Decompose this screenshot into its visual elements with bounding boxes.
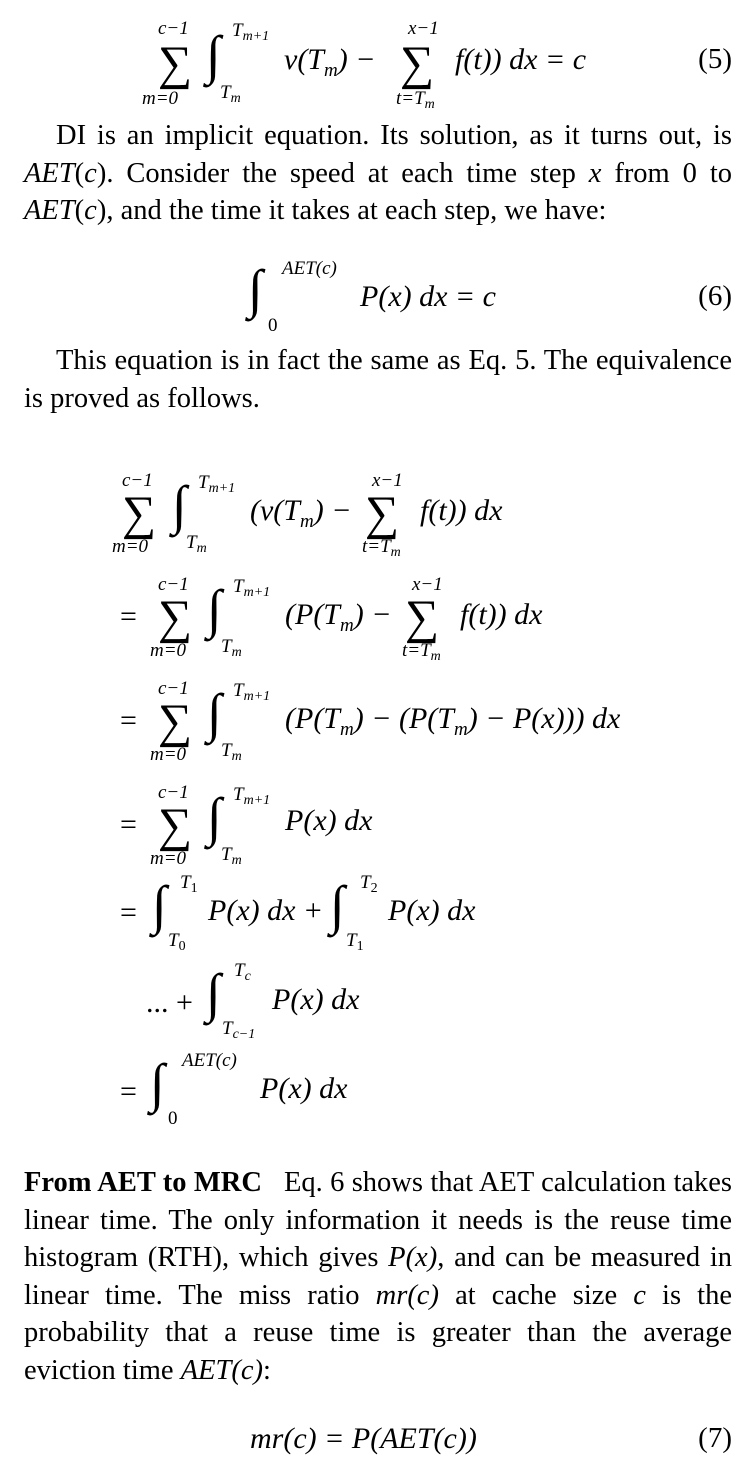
integral-upper-limit: $T_1$ [180,872,198,896]
integral-upper-limit: $T_{m+1}$ [233,680,271,704]
integral-lower-limit: $T_m$ [221,844,242,868]
equals-sign: = [120,600,137,633]
proof-line-1-tail: f(t)) dx [420,494,503,527]
summation-symbol: ∑ [122,487,157,540]
integral-lower-limit: $T_m$ [220,82,241,106]
proof-line-2-tail: f(t)) dx [460,598,543,631]
inner-sum-lower: $t=T_m$ [362,536,401,560]
integral-symbol: ∫ [207,683,222,743]
integral-lower-limit: $T_0$ [168,930,186,954]
integral-upper-limit: $T_c$ [234,960,251,984]
integral-lower-limit: $T_m$ [221,636,242,660]
integral-symbol: ∫ [207,787,222,847]
summation-symbol: ∑ [158,695,193,748]
equals-sign: = [120,1075,137,1108]
proof-line-6-body: P(x) dx [272,983,360,1016]
integral-symbol: ∫ [206,963,221,1023]
integral-upper-limit: AET(c) [282,258,337,279]
sum-upper-limit: c−1 [158,18,189,39]
integral-lower-limit: 0 [168,1108,178,1129]
integral-upper-limit: $T_2$ [360,872,378,896]
sum-lower-limit: m=0 [150,640,187,661]
equation-number-7: (7) [698,1422,732,1454]
equation-number-5: (5) [698,43,732,75]
equation-7-body: mr(c) = P(AET(c)) [250,1422,477,1455]
summation-symbol: ∑ [158,37,193,90]
proof-line-4-body: P(x) dx [285,804,373,837]
equation-5-body: $v(T_m)$ − [284,43,376,81]
summation-symbol: ∑ [158,591,193,644]
sum-lower-limit: m=0 [112,536,149,557]
sum-upper-limit: c−1 [122,470,153,491]
sum-lower-limit: m=0 [142,88,179,109]
section-heading: From AET to MRC [24,1167,262,1198]
inner-summation-symbol: ∑ [400,37,435,90]
inner-summation-symbol: ∑ [365,487,400,540]
equation-number-6: (6) [698,280,732,312]
proof-line-2-body: ($P(T_m)$ − [285,598,392,636]
integral-lower-limit: $T_m$ [186,532,207,556]
integral-upper-limit: AET(c) [182,1050,237,1071]
sum-lower-limit: m=0 [150,848,187,869]
integral-lower-limit: $T_m$ [221,740,242,764]
equals-sign: = [120,704,137,737]
equals-sign: = [120,808,137,841]
proof-line-5-body-a: P(x) dx + [208,894,324,927]
integral-upper-limit: $T_{m+1}$ [233,576,271,600]
integral-symbol: ∫ [206,25,221,85]
equation-6-body: P(x) dx = c [360,280,496,313]
paragraph-implicit-equation: DI is an implicit equation. Its solution, as it turns out, is AET(c). Consider the speed at each time step x from 0 to AET(c), and the time it takes at each step, we have: [24,120,732,226]
integral-symbol: ∫ [248,259,263,319]
equation-5-tail: f(t)) dx = c [455,43,587,76]
integral-symbol: ∫ [172,475,187,535]
inner-sum-lower: $t=T_m$ [402,640,441,664]
integral-lower-limit: $T_1$ [346,930,364,954]
summation-symbol: ∑ [158,799,193,852]
inner-summation-symbol: ∑ [405,591,440,644]
inner-sum-upper: x−1 [408,18,439,39]
integral-upper-limit: $T_{m+1}$ [198,472,236,496]
proof-line-7-body: P(x) dx [260,1072,348,1105]
proof-line-3-body: $(P(T_m) - (P(T_m) - P(x)))$ dx [285,702,621,740]
sum-lower-limit: m=0 [150,744,187,765]
integral-upper-limit: $T_{m+1}$ [232,20,270,44]
integral-lower-limit: $T_{c-1}$ [222,1018,256,1042]
sum-upper-limit: c−1 [158,782,189,803]
inner-sum-upper: x−1 [412,574,443,595]
paragraph-equivalence: This equation is in fact the same as Eq. 5. The equivalence is proved as follows. [24,345,732,414]
sum-upper-limit: c−1 [158,574,189,595]
integral-lower-limit: 0 [268,315,278,336]
integral-symbol: ∫ [330,875,345,935]
proof-line-1-body: ($v(T_m)$ − [250,494,352,532]
integral-symbol: ∫ [207,579,222,639]
integral-symbol: ∫ [152,875,167,935]
inner-sum-lower: $t=T_m$ [396,88,435,112]
ellipsis-plus: ... + [146,986,193,1019]
equals-sign: = [120,896,137,929]
proof-line-5-body-b: P(x) dx [388,894,476,927]
inner-sum-upper: x−1 [372,470,403,491]
integral-upper-limit: $T_{m+1}$ [233,784,271,808]
integral-symbol: ∫ [150,1053,165,1113]
sum-upper-limit: c−1 [158,678,189,699]
section-aet-to-mrc: From AET to MRC Eq. 6 shows that AET calculation takes linear time. The only information it needs is the reuse time histogram (RTH), which gives P(x), and can be measured in linear time. The miss ratio mr(c) at cache size c is the probability that a reuse time is greater than the average eviction time AET(c): [24,1167,732,1386]
